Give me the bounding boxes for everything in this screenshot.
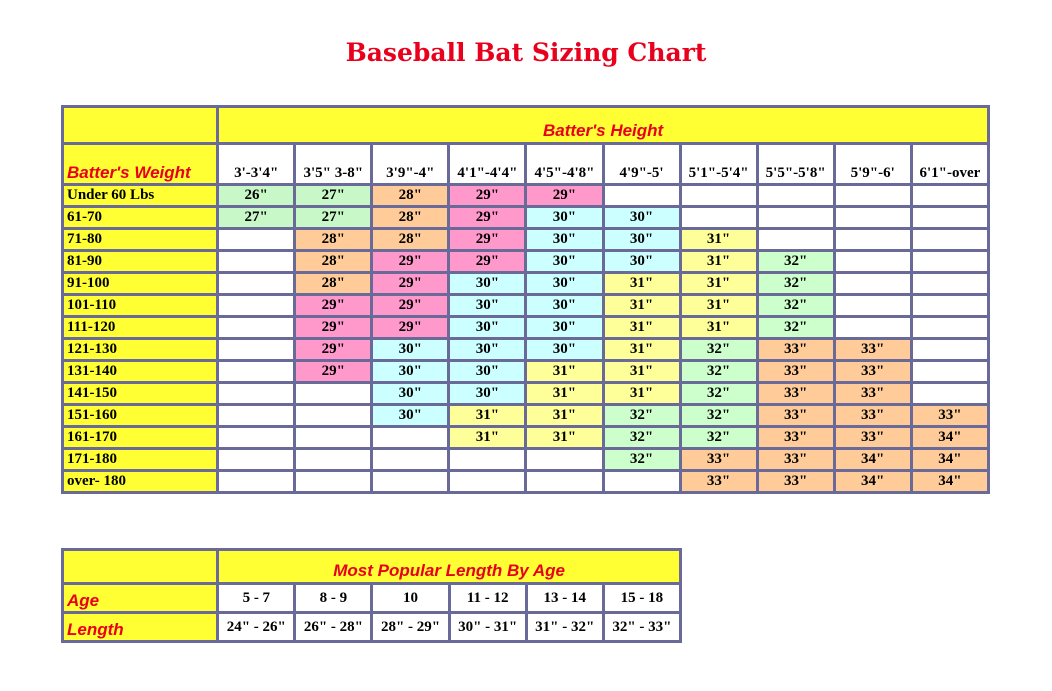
bat-length-cell: 33" (759, 362, 833, 381)
height-column-header: 3'9"-4" (373, 145, 447, 183)
bat-length-cell: 28" (373, 208, 447, 227)
weight-row (64, 450, 987, 469)
bat-length-cell: 29" (373, 318, 447, 337)
bat-length-cell: 30" (605, 230, 679, 249)
bat-length-cell: 29" (296, 362, 370, 381)
weight-row (64, 428, 987, 447)
bat-length-cell (219, 406, 293, 425)
bat-length-cell (296, 428, 370, 447)
weight-row (64, 252, 987, 271)
weight-label: Under 60 Lbs (64, 186, 216, 205)
height-column-header: 5'1"-5'4" (682, 145, 756, 183)
bat-length-cell: 29" (373, 274, 447, 293)
weight-row (64, 274, 987, 293)
bat-length-cell: 31" (527, 384, 601, 403)
bat-length-cell: 34" (913, 450, 987, 469)
length-range-cell: 26" - 28" (296, 614, 370, 640)
bat-length-cell (527, 472, 601, 491)
weight-label: 81-90 (64, 252, 216, 271)
bat-length-cell (836, 186, 910, 205)
bat-length-cell: 32" (605, 428, 679, 447)
bat-length-cell: 31" (605, 340, 679, 359)
bat-length-cell (373, 450, 447, 469)
weight-row (64, 296, 987, 315)
bat-length-cell (759, 230, 833, 249)
bat-length-cell: 33" (759, 472, 833, 491)
bat-length-cell: 34" (913, 472, 987, 491)
bat-length-cell: 32" (605, 406, 679, 425)
bat-length-cell: 33" (836, 340, 910, 359)
bat-length-cell (836, 274, 910, 293)
bat-length-cell: 29" (373, 252, 447, 271)
bat-length-cell: 31" (605, 318, 679, 337)
bat-length-cell: 30" (450, 318, 524, 337)
bat-length-cell: 31" (605, 274, 679, 293)
length-range-cell: 24" - 26" (219, 614, 293, 640)
weight-label: 111-120 (64, 318, 216, 337)
bat-length-cell: 29" (296, 296, 370, 315)
bat-length-cell: 29" (450, 208, 524, 227)
bat-length-cell: 33" (759, 340, 833, 359)
weight-label: 121-130 (64, 340, 216, 359)
bat-length-cell: 33" (682, 472, 756, 491)
bat-length-cell: 32" (682, 428, 756, 447)
bat-length-cell: 30" (527, 252, 601, 271)
age-range-cell: 13 - 14 (528, 585, 602, 611)
bat-length-cell (913, 340, 987, 359)
bat-length-cell: 31" (527, 406, 601, 425)
bat-length-cell (836, 318, 910, 337)
bat-length-cell: 34" (836, 472, 910, 491)
age-label-cell (64, 585, 216, 611)
bat-length-cell: 34" (913, 428, 987, 447)
bat-length-cell: 32" (605, 450, 679, 469)
weight-label: over- 180 (64, 472, 216, 491)
weight-label: 61-70 (64, 208, 216, 227)
bat-length-cell: 33" (836, 406, 910, 425)
length-by-age-table (61, 548, 682, 643)
height-column-header: 3'5" 3-8" (296, 145, 370, 183)
weight-row (64, 186, 987, 205)
bat-length-cell: 30" (373, 406, 447, 425)
length-range-cell: 28" - 29" (373, 614, 447, 640)
bat-length-cell (836, 208, 910, 227)
bat-length-cell: 32" (682, 406, 756, 425)
bat-length-cell: 29" (296, 318, 370, 337)
weight-header: Batter's Weight (67, 163, 191, 182)
bat-length-cell (219, 230, 293, 249)
bat-length-cell (219, 428, 293, 447)
bat-length-cell: 29" (450, 252, 524, 271)
age-range-cell: 5 - 7 (219, 585, 293, 611)
height-column-header: 3'-3'4" (219, 145, 293, 183)
bat-length-cell (913, 252, 987, 271)
bat-length-cell: 33" (759, 450, 833, 469)
bat-length-cell: 33" (836, 362, 910, 381)
weight-row (64, 472, 987, 491)
bat-length-cell: 30" (527, 340, 601, 359)
bat-length-cell: 30" (527, 230, 601, 249)
bat-length-cell (759, 208, 833, 227)
bat-length-cell: 33" (836, 428, 910, 447)
bat-length-cell: 30" (450, 274, 524, 293)
age-label: Age (67, 591, 100, 610)
height-column-header: 6'1"-over (913, 145, 987, 183)
bat-length-cell: 27" (219, 208, 293, 227)
bat-length-cell: 31" (682, 230, 756, 249)
bat-length-cell: 31" (450, 406, 524, 425)
bat-length-cell: 30" (605, 252, 679, 271)
bat-length-cell: 34" (836, 450, 910, 469)
bat-length-cell: 30" (373, 362, 447, 381)
bat-length-cell: 32" (682, 384, 756, 403)
bat-length-cell (296, 472, 370, 491)
bat-length-cell: 31" (605, 362, 679, 381)
bat-length-cell (219, 472, 293, 491)
bat-length-cell (913, 208, 987, 227)
weight-label: 71-80 (64, 230, 216, 249)
weight-header-cell (64, 145, 216, 183)
weight-label: 141-150 (64, 384, 216, 403)
bat-length-cell: 31" (682, 296, 756, 315)
bat-length-cell: 33" (759, 384, 833, 403)
weight-row (64, 230, 987, 249)
weight-row (64, 318, 987, 337)
bat-length-cell (219, 274, 293, 293)
bat-length-cell: 32" (759, 274, 833, 293)
bat-length-cell (219, 384, 293, 403)
corner-cell (64, 108, 216, 142)
bat-length-cell: 31" (682, 252, 756, 271)
height-column-header: 5'5"-5'8" (759, 145, 833, 183)
age-range-cell: 15 - 18 (605, 585, 679, 611)
length-label-cell (64, 614, 216, 640)
bat-length-cell: 30" (373, 384, 447, 403)
bat-length-cell: 31" (527, 428, 601, 447)
bat-length-cell (373, 472, 447, 491)
bat-length-cell: 31" (682, 274, 756, 293)
bat-length-cell (682, 186, 756, 205)
bat-length-cell: 30" (527, 208, 601, 227)
bat-length-cell: 31" (682, 318, 756, 337)
bat-length-cell: 27" (296, 186, 370, 205)
age-table-title: Most Popular Length By Age (333, 561, 565, 580)
weight-label: 101-110 (64, 296, 216, 315)
bat-length-cell (296, 406, 370, 425)
weight-row (64, 384, 987, 403)
length-label: Length (67, 620, 124, 639)
bat-length-cell: 28" (373, 230, 447, 249)
bat-length-cell: 30" (605, 208, 679, 227)
height-column-header: 5'9"-6' (836, 145, 910, 183)
bat-length-cell: 32" (759, 296, 833, 315)
bat-length-cell (605, 472, 679, 491)
bat-length-cell: 29" (373, 296, 447, 315)
weight-row (64, 406, 987, 425)
length-range-cell: 30" - 31" (451, 614, 525, 640)
bat-length-cell (527, 450, 601, 469)
bat-length-cell: 30" (527, 296, 601, 315)
bat-length-cell (913, 384, 987, 403)
age-range-cell: 8 - 9 (296, 585, 370, 611)
bat-length-cell (373, 428, 447, 447)
bat-length-cell: 31" (450, 428, 524, 447)
length-range-cell: 32" - 33" (605, 614, 679, 640)
bat-length-cell (836, 296, 910, 315)
age-range-cell: 11 - 12 (451, 585, 525, 611)
weight-label: 171-180 (64, 450, 216, 469)
weight-row (64, 340, 987, 359)
bat-length-cell (219, 340, 293, 359)
bat-length-cell: 29" (450, 230, 524, 249)
bat-length-cell: 32" (759, 318, 833, 337)
bat-sizing-table (61, 105, 990, 494)
length-range-cell: 31" - 32" (528, 614, 602, 640)
bat-length-cell: 30" (450, 384, 524, 403)
bat-length-cell: 33" (759, 406, 833, 425)
height-column-header: 4'1"-4'4" (450, 145, 524, 183)
bat-length-cell (759, 186, 833, 205)
height-header: Batter's Height (542, 121, 664, 140)
weight-row (64, 362, 987, 381)
bat-length-cell (450, 472, 524, 491)
bat-length-cell (913, 274, 987, 293)
weight-label: 151-160 (64, 406, 216, 425)
bat-length-cell: 31" (605, 384, 679, 403)
bat-length-cell: 30" (527, 274, 601, 293)
bat-length-cell (219, 318, 293, 337)
bat-length-cell (219, 252, 293, 271)
bat-length-cell (296, 450, 370, 469)
bat-length-cell: 30" (450, 296, 524, 315)
bat-length-cell: 33" (682, 450, 756, 469)
bat-length-cell: 28" (373, 186, 447, 205)
page-title: Baseball Bat Sizing Chart (345, 38, 707, 67)
height-column-header: 4'5"-4'8" (527, 145, 601, 183)
bat-length-cell: 29" (527, 186, 601, 205)
bat-length-cell (836, 230, 910, 249)
bat-length-cell: 31" (605, 296, 679, 315)
bat-length-cell: 26" (219, 186, 293, 205)
bat-length-cell (605, 186, 679, 205)
age-table-title-cell (219, 551, 679, 582)
bat-length-cell: 33" (759, 428, 833, 447)
bat-length-cell: 33" (836, 384, 910, 403)
bat-length-cell (450, 450, 524, 469)
bat-length-cell: 33" (913, 406, 987, 425)
bat-length-cell: 31" (527, 362, 601, 381)
bat-length-cell (836, 252, 910, 271)
bat-length-cell (913, 318, 987, 337)
weight-label: 131-140 (64, 362, 216, 381)
bat-length-cell (219, 450, 293, 469)
bat-length-cell: 32" (682, 340, 756, 359)
bat-length-cell: 30" (450, 362, 524, 381)
bat-length-cell: 28" (296, 230, 370, 249)
age-range-cell: 10 (373, 585, 447, 611)
bat-length-cell: 32" (759, 252, 833, 271)
bat-length-cell: 30" (450, 340, 524, 359)
age-corner-cell (64, 551, 216, 582)
bat-length-cell (913, 362, 987, 381)
bat-length-cell: 30" (373, 340, 447, 359)
bat-length-cell: 28" (296, 274, 370, 293)
bat-length-cell: 30" (527, 318, 601, 337)
bat-length-cell: 28" (296, 252, 370, 271)
weight-label: 91-100 (64, 274, 216, 293)
bat-length-cell (913, 230, 987, 249)
weight-row (64, 208, 987, 227)
bat-length-cell (219, 362, 293, 381)
bat-length-cell: 29" (296, 340, 370, 359)
bat-length-cell (913, 296, 987, 315)
height-column-header: 4'9"-5' (605, 145, 679, 183)
bat-length-cell (913, 186, 987, 205)
bat-length-cell (296, 384, 370, 403)
weight-label: 161-170 (64, 428, 216, 447)
bat-length-cell: 32" (682, 362, 756, 381)
height-header-cell (219, 108, 987, 142)
bat-length-cell: 29" (450, 186, 524, 205)
bat-length-cell: 27" (296, 208, 370, 227)
bat-length-cell (682, 208, 756, 227)
bat-length-cell (219, 296, 293, 315)
